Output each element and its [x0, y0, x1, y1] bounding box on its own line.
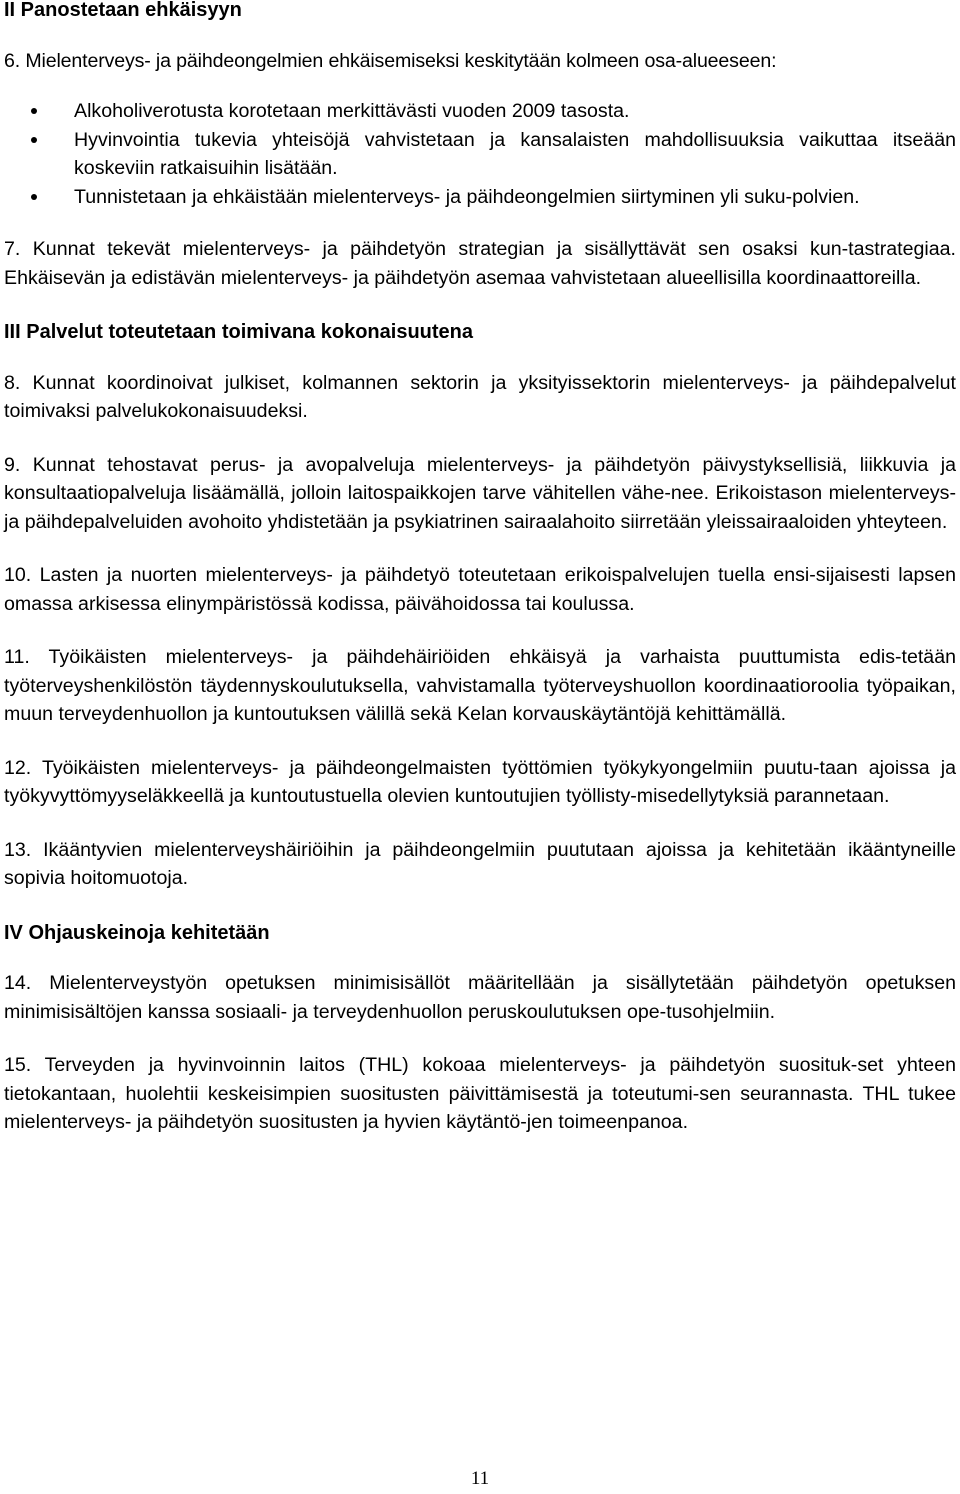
- bullet-icon: [31, 108, 37, 114]
- section-heading-iv: IV Ohjauskeinoja kehitetään: [4, 921, 270, 944]
- page-number: 11: [470, 1468, 490, 1489]
- bullet-text: Tunnistetaan ja ehkäistään mielenterveys- ja päihdeongelmien siirtyminen yli suku-polvien.: [74, 185, 860, 208]
- paragraph-15: 15. Terveyden ja hyvinvoinnin laitos (THL) kokoaa mielenterveys- ja päihdetyön suosituk-set yhteen tietokantaan, huolehtii keskeisimpien suositusten päivittämisestä ja toteutumi-sen seurannasta. THL tukee mielenterveys- ja päihdetyön suositusten ja hyvien käytäntö-jen toimeenpanoa.: [4, 1054, 956, 1133]
- bullet-icon: [31, 194, 37, 200]
- bullet-item: [74, 183, 956, 212]
- bullet-text: Hyvinvointia tukevia yhteisöjä vahvistetaan ja kansalaisten mahdollisuuksia vaikuttaa itseään koskeviin ratkaisuihin lisätään.: [74, 128, 956, 179]
- paragraph-11: 11. Työikäisten mielenterveys- ja päihdehäiriöiden ehkäisyä ja varhaista puuttumista edis-tetään työterveyshenkilöstön täydennyskoulutuksella, vahvistamalla työterveyshuollon koordinaatioroolia työpaikan, muun terveydenhuollon ja kuntoutuksen välillä sekä Kelan korvauskäytäntöjä kehittämällä.: [4, 646, 956, 725]
- paragraph-8: 8. Kunnat koordinoivat julkiset, kolmannen sektorin ja yksityissektorin mielenterveys- ja päihdepalvelut toimivaksi palvelukokonaisuudeksi.: [4, 371, 956, 422]
- paragraph-10: 10. Lasten ja nuorten mielenterveys- ja päihdetyö toteutetaan erikoispalvelujen tuella ensi-sijaisesti lapsen omassa arkisessa elinympäristössä kodissa, päivähoidossa tai koulussa.: [4, 564, 956, 615]
- section-heading-ii: II Panostetaan ehkäisyyn: [4, 0, 242, 21]
- paragraph-12: 12. Työikäisten mielenterveys- ja päihdeongelmaisten työttömien työkykyongelmiin puutu-taan ajoissa ja työkyvyttömyyseläkkeellä ja kuntoutustuella olevien kuntoutujien työllisty-misedellytyksiä parannetaan.: [4, 756, 956, 807]
- paragraph-9: 9. Kunnat tehostavat perus- ja avopalveluja mielenterveys- ja päihdetyön päivystyksellisiä, liikkuvia ja konsultaatiopalveluja lisäämällä, jolloin laitospaikkojen tarve vähitellen vähe-nee. Erikoistason mielenterveys- ja päihdepalveluiden avohoito yhdistetään ja psykiatrinen sairaalahoito siirretään yleissairaaloiden yhteyteen.: [4, 453, 956, 533]
- paragraph-7: 7. Kunnat tekevät mielenterveys- ja päihdetyön strategian ja sisällyttävät sen osaksi kun-tastrategiaa. Ehkäisevän ja edistävän mielenterveys- ja päihdetyön asemaa vahvistetaan alueellisilla koordinaattoreilla.: [4, 238, 956, 289]
- bullet-text: Alkoholiverotusta korotetaan merkittävästi vuoden 2009 tasosta.: [74, 100, 630, 122]
- bullet-item: [74, 126, 956, 183]
- bullet-item: [74, 97, 956, 126]
- bullet-list: [4, 97, 956, 211]
- paragraph-13: 13. Ikääntyvien mielenterveyshäiriöihin ja päihdeongelmiin puututaan ajoissa ja kehitetään ikääntyneille sopivia hoitomuotoja.: [4, 838, 956, 889]
- paragraph-14: 14. Mielenterveystyön opetuksen minimisisällöt määritellään ja sisällytetään päihdetyön opetuksen minimisisältöjen kanssa sosiaali- ja terveydenhuollon peruskoulutuksen ope-tusohjelmiin.: [4, 972, 956, 1023]
- section-heading-iii: III Palvelut toteutetaan toimivana kokonaisuutena: [4, 321, 473, 343]
- bullet-icon: [31, 137, 37, 143]
- paragraph-6: 6. Mielenterveys- ja päihdeongelmien ehkäisemiseksi keskitytään kolmeen osa-alueeseen:: [4, 49, 777, 72]
- document-page: [4, 0, 956, 1137]
